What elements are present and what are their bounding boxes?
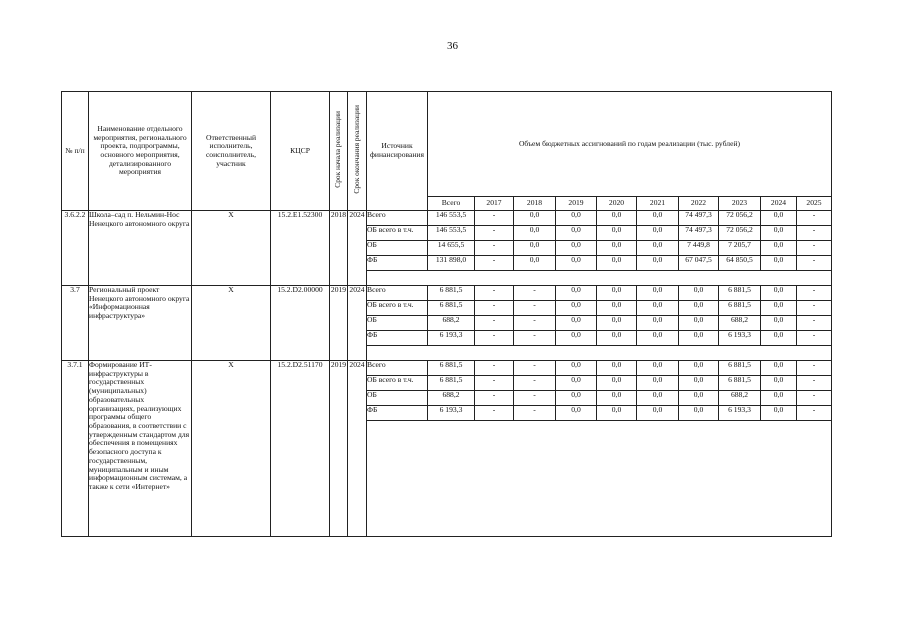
header-volume: Объем бюджетных ассигнований по годам реализации (тыс. рублей) (428, 92, 832, 197)
year-value: - (797, 211, 832, 226)
year-value: - (797, 331, 832, 346)
year-value: 0,0 (761, 301, 797, 316)
header-year: 2023 (719, 197, 761, 211)
header-name: Наименование отдельного мероприятия, регионального проекта, подпрограммы, основного мероприятия, детализированного мероприятия (89, 92, 192, 211)
year-value: 0,0 (679, 376, 719, 391)
total-value: 688,2 (428, 391, 475, 406)
spacer-cell (367, 421, 832, 537)
year-value: 0,0 (637, 391, 679, 406)
year-value: 0,0 (679, 406, 719, 421)
year-value: 0,0 (761, 391, 797, 406)
year-value: - (514, 391, 556, 406)
year-value: 74 497,3 (679, 226, 719, 241)
total-value: 14 655,5 (428, 241, 475, 256)
group-start: 2018 (330, 211, 348, 286)
header-year: 2020 (597, 197, 637, 211)
year-value: 0,0 (637, 376, 679, 391)
total-value: 6 881,5 (428, 376, 475, 391)
total-value: 6 193,3 (428, 331, 475, 346)
header-total: Всего (428, 197, 475, 211)
year-value: - (475, 376, 514, 391)
page-number: 36 (447, 40, 458, 52)
year-value: - (514, 376, 556, 391)
year-value: 6 881,5 (719, 301, 761, 316)
total-value: 6 193,3 (428, 406, 475, 421)
year-value: 6 881,5 (719, 361, 761, 376)
source-cell: ОБ (367, 241, 428, 256)
group-end: 2024 (348, 211, 367, 286)
year-value: 0,0 (514, 226, 556, 241)
table-row (62, 361, 832, 376)
group-responsible: Х (192, 211, 271, 286)
year-value: - (514, 301, 556, 316)
year-value: 0,0 (637, 286, 679, 301)
group-responsible: Х (192, 286, 271, 361)
year-value: - (797, 361, 832, 376)
header-start-label: Срок начала реализации (333, 111, 343, 188)
year-value: 0,0 (679, 361, 719, 376)
year-value: 0,0 (761, 211, 797, 226)
header-year: 2025 (797, 197, 832, 211)
year-value: 0,0 (761, 241, 797, 256)
source-cell: ОБ всего в т.ч. (367, 376, 428, 391)
year-value: 0,0 (679, 316, 719, 331)
year-value: 0,0 (679, 301, 719, 316)
year-value: 0,0 (597, 316, 637, 331)
header-year: 2018 (514, 197, 556, 211)
year-value: 0,0 (679, 331, 719, 346)
year-value: 0,0 (679, 286, 719, 301)
header-year: 2021 (637, 197, 679, 211)
year-value: 0,0 (637, 331, 679, 346)
year-value: - (475, 361, 514, 376)
year-value: - (797, 406, 832, 421)
year-value: 0,0 (597, 376, 637, 391)
year-value: - (797, 376, 832, 391)
year-value: 0,0 (637, 241, 679, 256)
total-value: 6 881,5 (428, 286, 475, 301)
year-value: - (514, 406, 556, 421)
year-value: 0,0 (761, 376, 797, 391)
year-value: - (797, 286, 832, 301)
year-value: 0,0 (556, 211, 597, 226)
group-kcsr: 15.2.E1.52300 (271, 211, 330, 286)
year-value: 0,0 (761, 286, 797, 301)
group-num: 3.7 (62, 286, 89, 361)
year-value: - (475, 286, 514, 301)
total-value: 146 553,5 (428, 211, 475, 226)
year-value: - (797, 256, 832, 271)
source-cell: ФБ (367, 331, 428, 346)
year-value: 0,0 (597, 256, 637, 271)
source-cell: ФБ (367, 256, 428, 271)
year-value: 0,0 (556, 376, 597, 391)
year-value: - (797, 241, 832, 256)
table-row (62, 286, 832, 301)
source-cell: Всего (367, 286, 428, 301)
header-num: № п/п (62, 92, 89, 211)
total-value: 6 881,5 (428, 361, 475, 376)
group-num: 3.6.2.2 (62, 211, 89, 286)
group-end: 2024 (348, 286, 367, 361)
header-source: Источник финансирования (367, 92, 428, 211)
year-value: 0,0 (761, 256, 797, 271)
year-value: 0,0 (761, 361, 797, 376)
year-value: 0,0 (597, 391, 637, 406)
year-value: - (797, 301, 832, 316)
total-value: 688,2 (428, 316, 475, 331)
year-value: - (797, 391, 832, 406)
source-cell: ОБ всего в т.ч. (367, 301, 428, 316)
source-cell: Всего (367, 211, 428, 226)
year-value: 0,0 (556, 406, 597, 421)
table-body (62, 211, 832, 537)
group-start: 2019 (330, 361, 348, 537)
group-num: 3.7.1 (62, 361, 89, 537)
total-value: 131 898,0 (428, 256, 475, 271)
group-end: 2024 (348, 361, 367, 537)
year-value: 6 881,5 (719, 376, 761, 391)
year-value: 0,0 (597, 301, 637, 316)
group-kcsr: 15.2.D2.51170 (271, 361, 330, 537)
year-value: 0,0 (556, 256, 597, 271)
year-value: 0,0 (556, 331, 597, 346)
year-value: 7 205,7 (719, 241, 761, 256)
year-value: 0,0 (597, 406, 637, 421)
total-value: 146 553,5 (428, 226, 475, 241)
year-value: - (475, 301, 514, 316)
header-end (348, 92, 367, 211)
year-value: 0,0 (556, 361, 597, 376)
year-value: 0,0 (637, 301, 679, 316)
group-start: 2019 (330, 286, 348, 361)
year-value: 6 193,3 (719, 406, 761, 421)
source-cell: ОБ (367, 391, 428, 406)
year-value: 0,0 (597, 226, 637, 241)
year-value: - (475, 406, 514, 421)
year-value: 0,0 (556, 241, 597, 256)
year-value: 0,0 (637, 361, 679, 376)
year-value: 688,2 (719, 391, 761, 406)
header-year: 2019 (556, 197, 597, 211)
year-value: - (514, 286, 556, 301)
year-value: - (475, 241, 514, 256)
header-year: 2022 (679, 197, 719, 211)
year-value: 0,0 (556, 286, 597, 301)
year-value: - (475, 211, 514, 226)
group-name: Региональный проект Ненецкого автономного округа «Информационная инфраструктура» (89, 286, 192, 361)
source-cell: ФБ (367, 406, 428, 421)
source-cell: Всего (367, 361, 428, 376)
year-value: 0,0 (637, 406, 679, 421)
year-value: 0,0 (556, 391, 597, 406)
year-value: 0,0 (679, 391, 719, 406)
spacer-cell (367, 346, 832, 361)
table-row (62, 211, 832, 226)
year-value: 72 056,2 (719, 211, 761, 226)
group-name: Школа–сад п. Нельмин-Нос Ненецкого автономного округа (89, 211, 192, 286)
year-value: 64 850,5 (719, 256, 761, 271)
year-value: 0,0 (637, 211, 679, 226)
source-cell: ОБ (367, 316, 428, 331)
header-responsible: Ответственный исполнитель, соисполнитель, участник (192, 92, 271, 211)
header-end-label: Срок окончания реализации (351, 105, 361, 194)
source-cell: ОБ всего в т.ч. (367, 226, 428, 241)
year-value: 0,0 (514, 211, 556, 226)
year-value: 0,0 (556, 316, 597, 331)
year-value: 0,0 (556, 301, 597, 316)
header-year: 2024 (761, 197, 797, 211)
group-responsible: Х (192, 361, 271, 537)
year-value: 6 193,3 (719, 331, 761, 346)
year-value: 0,0 (761, 331, 797, 346)
year-value: 0,0 (597, 241, 637, 256)
year-value: 74 497,3 (679, 211, 719, 226)
year-value: 67 047,5 (679, 256, 719, 271)
header-kcsr: КЦСР (271, 92, 330, 211)
year-value: 0,0 (514, 241, 556, 256)
year-value: 0,0 (597, 361, 637, 376)
year-value: - (475, 256, 514, 271)
year-value: 0,0 (761, 316, 797, 331)
year-value: 0,0 (761, 226, 797, 241)
year-value: 0,0 (761, 406, 797, 421)
year-value: - (514, 316, 556, 331)
year-value: 0,0 (597, 331, 637, 346)
year-value: - (514, 331, 556, 346)
year-value: 6 881,5 (719, 286, 761, 301)
year-value: 0,0 (637, 316, 679, 331)
year-value: 0,0 (637, 226, 679, 241)
budget-table (61, 91, 832, 537)
year-value: 0,0 (637, 256, 679, 271)
year-value: - (475, 391, 514, 406)
year-value: 7 449,8 (679, 241, 719, 256)
year-value: 688,2 (719, 316, 761, 331)
year-value: - (475, 331, 514, 346)
year-value: - (797, 226, 832, 241)
year-value: 0,0 (514, 256, 556, 271)
year-value: - (475, 316, 514, 331)
header-year: 2017 (475, 197, 514, 211)
year-value: - (797, 316, 832, 331)
group-kcsr: 15.2.D2.00000 (271, 286, 330, 361)
year-value: - (475, 226, 514, 241)
spacer-cell (367, 271, 832, 286)
year-value: 0,0 (597, 286, 637, 301)
year-value: 0,0 (556, 226, 597, 241)
year-value: 72 056,2 (719, 226, 761, 241)
year-value: - (514, 361, 556, 376)
header-start (330, 92, 348, 211)
total-value: 6 881,5 (428, 301, 475, 316)
year-value: 0,0 (597, 211, 637, 226)
group-name: Формирование ИТ-инфраструктуры в государственных (муниципальных) образовательных организациях, реализующих программы общего образования, в соответствии с утвержденным стандартом для обеспечения в помещениях безопасного доступа к государственным, муниципальным и иным информационным системам, а также к сети «Интернет» (89, 361, 192, 537)
